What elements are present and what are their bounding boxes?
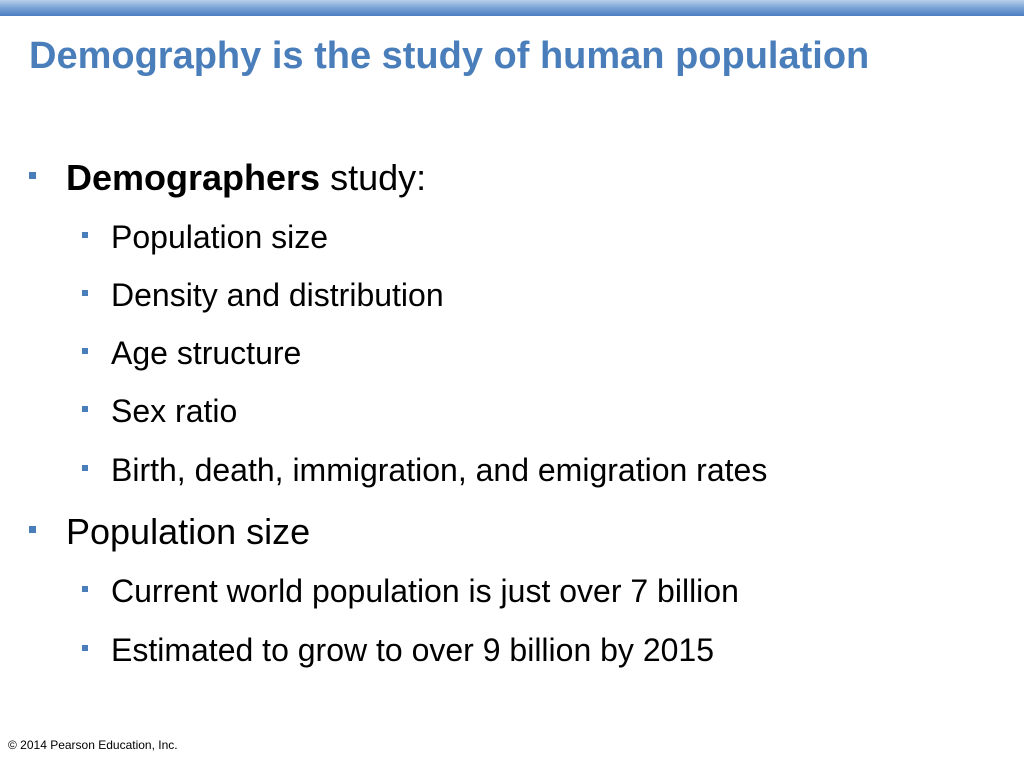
sub-bullet-text: Population size [111, 219, 329, 255]
bullet-text [66, 158, 426, 198]
bullet-bold-term: Demographers [66, 157, 321, 198]
square-bullet-icon [29, 526, 36, 533]
square-bullet-icon [82, 348, 88, 354]
sub-bullet-text: Estimated to grow to over 9 billion by 2015 [111, 632, 714, 668]
copyright-footer: © 2014 Pearson Education, Inc. [8, 738, 178, 752]
bullet-rest-text: study: [320, 157, 427, 198]
sub-bullet-text: Age structure [111, 335, 302, 371]
square-bullet-icon [82, 290, 88, 296]
slide-title: Demography is the study of human population [29, 35, 870, 77]
square-bullet-icon [82, 465, 88, 471]
square-bullet-icon [82, 645, 88, 651]
square-bullet-icon [82, 586, 88, 592]
sub-bullet-text: Current world population is just over 7 billion [111, 573, 739, 609]
square-bullet-icon [82, 406, 88, 412]
sub-bullet-text: Birth, death, immigration, and emigration rates [111, 452, 768, 488]
square-bullet-icon [82, 232, 88, 238]
top-decorative-bar [0, 0, 1024, 16]
square-bullet-icon [29, 172, 36, 179]
sub-bullet-text: Density and distribution [111, 277, 444, 313]
bullet-text: Population size [66, 511, 311, 552]
sub-bullet-text: Sex ratio [111, 393, 238, 429]
